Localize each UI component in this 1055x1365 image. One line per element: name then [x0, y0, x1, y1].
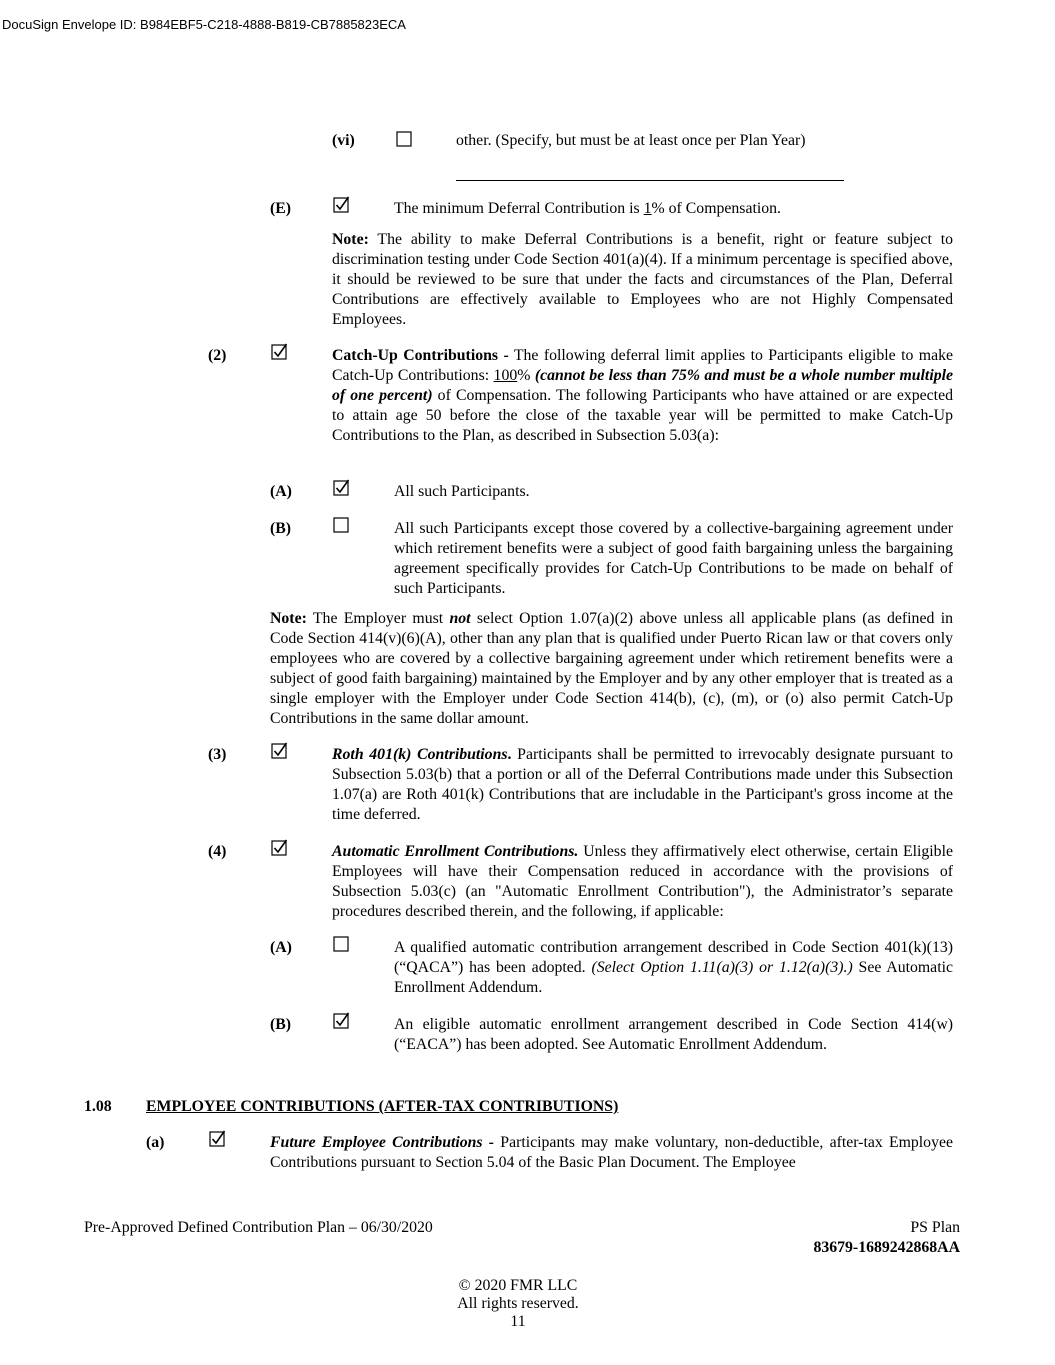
check-mark-icon: [213, 1131, 225, 1143]
checkbox-roth[interactable]: [271, 742, 288, 759]
footer-plan-id: 83679-1689242868AA: [813, 1239, 960, 1256]
check-mark-icon: [275, 840, 287, 852]
checkbox-qaca[interactable]: [333, 935, 350, 952]
catch-up-text: Catch-Up Contributions - The following deferral limit applies to Participants eligible to make Catch-Up Contributions: 100% (cannot be less than 75% and must be a whole number multiple of one percent) of Compensation. The following Participants who have attained or are expected to attain age 50 before the close of the taxable year will be permitted to make Catch-Up Contributions to the Plan, as described in Subsection 5.03(a):: [332, 347, 954, 444]
item-4-label: (4): [208, 843, 227, 860]
item-2a-label: (A): [270, 483, 292, 500]
checkbox-catch-up[interactable]: [271, 343, 288, 360]
checkbox-e[interactable]: [333, 196, 350, 213]
check-mark-icon: [337, 480, 349, 492]
item-2b-label: (B): [270, 520, 292, 537]
checked-box-icon: [209, 1130, 226, 1147]
check-mark-icon: [337, 1013, 349, 1025]
item-2b-text: All such Participants except those covered by a collective-bargaining agreement under which retirement benefits were a subject of good faith bargaining unless the bargaining agreement specifically provides for Catch-Up Contributions to be made on behalf of such Participants.: [394, 520, 953, 597]
footer-rights: All rights reserved.: [457, 1295, 579, 1312]
check-mark-icon: [275, 743, 287, 755]
empty-box-icon: [333, 935, 350, 952]
roth-text: Roth 401(k) Contributions. Participants shall be permitted to irrevocably designate pursuant to Subsection 5.03(b) that a portion or all of the Deferral Contributions made under this Subsection 1.07(a) are Roth 401(k) Contributions that are includable in the Participant's gross income at the time deferred.: [332, 746, 954, 823]
empty-box-icon: [333, 516, 350, 533]
empty-box-icon: [396, 130, 413, 147]
checkbox-eaca[interactable]: [333, 1012, 350, 1029]
item-2-label: (2): [208, 347, 227, 364]
check-mark-icon: [275, 344, 287, 356]
checkbox-catch-up-a[interactable]: [333, 479, 350, 496]
specify-blank-line[interactable]: [456, 180, 844, 181]
checked-box-icon: [271, 343, 288, 360]
checked-box-icon: [271, 742, 288, 759]
check-mark-icon: [337, 197, 349, 209]
item-3-label: (3): [208, 746, 227, 763]
footer-plan-type: PS Plan: [910, 1219, 960, 1236]
item-vi-label: (vi): [332, 132, 355, 149]
footer-plan-name: Pre-Approved Defined Contribution Plan – 06/30/2020: [84, 1219, 433, 1236]
envelope-id: DocuSign Envelope ID: B984EBF5-C218-4888-B819-CB7885823ECA: [2, 17, 406, 32]
auto-enroll-text: Automatic Enrollment Contributions. Unless they affirmatively elect otherwise, certain Eligible Employees will have their Compensation reduced in accordance with the provisions of Subsection 5.03(c) (an "Automatic Enrollment Contribution"), the Administrator’s separate procedures described therein, and the following, if applicable:: [332, 843, 953, 920]
item-4a-label: (A): [270, 939, 292, 956]
checked-box-icon: [271, 839, 288, 856]
item-4a-text: A qualified automatic contribution arrangement described in Code Section 401(k)(13) (“QACA”) has been adopted. (Select Option 1.11(a)(3) or 1.12(a)(3).) See Automatic Enrollment Addendum.: [394, 939, 953, 996]
checked-box-icon: [333, 196, 350, 213]
checkbox-employee-contributions[interactable]: [209, 1130, 226, 1147]
item-e-text: The minimum Deferral Contribution is 1% of Compensation.: [394, 200, 781, 217]
item-vi-text: other. (Specify, but must be at least once per Plan Year): [456, 132, 806, 149]
employee-contributions-text: Future Employee Contributions - Participants may make voluntary, non-deductible, after-tax Employee Contributions pursuant to Section 5.04 of the Basic Plan Document. The Employee: [270, 1134, 954, 1171]
section-number: 1.08: [84, 1098, 112, 1115]
checked-box-icon: [333, 1012, 350, 1029]
section-title: EMPLOYEE CONTRIBUTIONS (AFTER-TAX CONTRIBUTIONS): [146, 1098, 619, 1115]
item-e-label: (E): [270, 200, 292, 217]
checked-box-icon: [333, 479, 350, 496]
note-catch-up: Note: The Employer must not select Option 1.07(a)(2) above unless all applicable plans (as defined in Code Section 414(v)(6)(A), other than any plan that is qualified under Puerto Rican law or that covers only employees who are covered by a collective bargaining agreement under which retirement benefits were a subject of good faith bargaining) maintained by the Employer and by any other employer that is treated as a single employer with the Employer under Code Section 414(b), (c), (m), or (o) also permit Catch-Up Contributions in the same dollar amount.: [270, 610, 953, 727]
item-2a-text: All such Participants.: [394, 483, 530, 500]
item-4b-label: (B): [270, 1016, 292, 1033]
page-number: 11: [510, 1313, 526, 1330]
checkbox-catch-up-b[interactable]: [333, 516, 350, 533]
checkbox-auto-enroll[interactable]: [271, 839, 288, 856]
item-4b-text: An eligible automatic enrollment arrangement described in Code Section 414(w) (“EACA”) has been adopted. See Automatic Enrollment Addendum.: [394, 1016, 953, 1053]
note-deferral: Note: The ability to make Deferral Contributions is a benefit, right or feature subject to discrimination testing under Code Section 401(a)(4). If a minimum percentage is specified above, it should be reviewed to be sure that under the facts and circumstances of the Plan, Deferral Contributions are effectively available to Employees who are not Highly Compensated Employees.: [332, 231, 953, 328]
checkbox-vi[interactable]: [396, 130, 413, 147]
section-a-label: (a): [146, 1134, 165, 1151]
footer-copyright: © 2020 FMR LLC: [458, 1277, 578, 1294]
